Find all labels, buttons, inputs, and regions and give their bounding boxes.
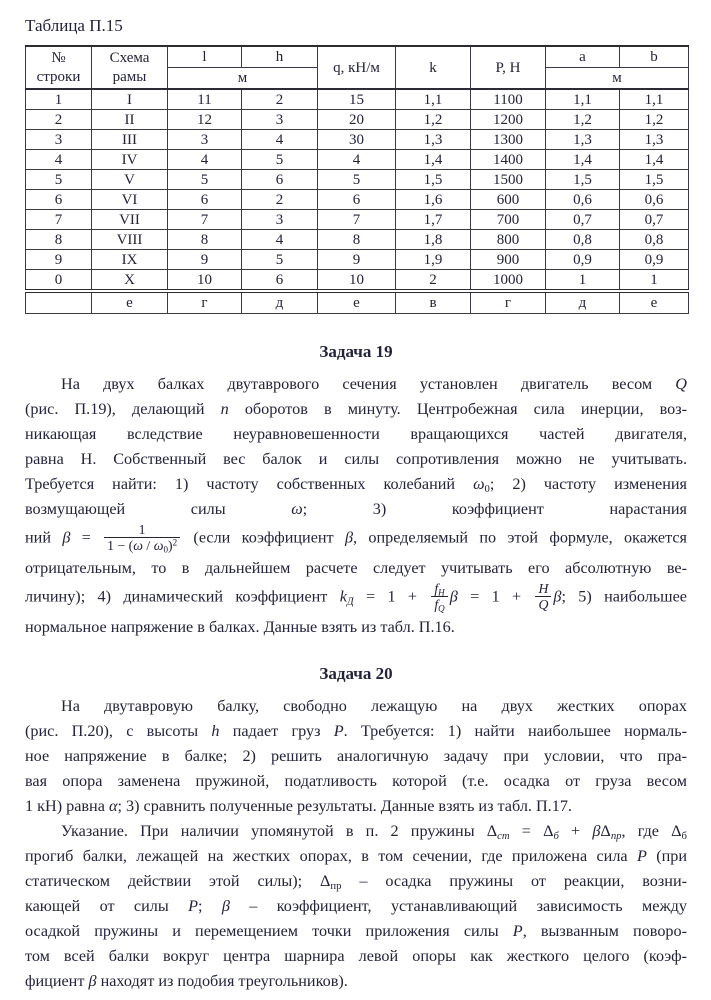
text-line	[25, 744, 687, 769]
text-line	[25, 944, 687, 969]
header-text: Схема	[109, 49, 150, 66]
table-cell: 1,3	[620, 130, 689, 150]
text-segment: падает груз	[219, 721, 334, 740]
header-a: a	[546, 46, 620, 68]
text-segment: вая опора заменена пружиной, податливость которой (т.е. осадка от груза весом	[25, 771, 687, 790]
table-cell: 1,6	[396, 190, 471, 210]
table-cell: 1,5	[396, 170, 471, 190]
text-segment: находят из подобия треугольников).	[96, 971, 348, 990]
text-segment: +	[558, 821, 593, 840]
table-cell: 9	[168, 250, 242, 270]
table-cell: 2	[396, 270, 471, 292]
text-segment: Q	[538, 597, 549, 613]
header-text: строки	[36, 68, 81, 85]
table-cell: 1000	[471, 270, 546, 292]
text-segment: Требуется найти: 1) частоту собственных колебаний	[25, 475, 474, 493]
table-cell: 1,2	[546, 110, 620, 130]
table-cell: 12	[168, 110, 242, 130]
text-segment: (рис. П.20), с высоты	[25, 721, 212, 740]
table-cell: 4	[318, 150, 396, 170]
table-cell: 2	[242, 190, 318, 210]
text-segment: На двух балках двутаврового сечения установлен двигатель весом	[61, 375, 676, 393]
text-segment: ω	[133, 538, 143, 554]
letter-cell: д	[546, 291, 620, 314]
text-segment: ω	[473, 475, 485, 493]
table-cell: 1	[26, 89, 92, 110]
text-segment: ное напряжение в балке; 2) решить аналогичную задачу при условии, что пра-	[25, 746, 687, 765]
problem20-text	[25, 694, 687, 994]
table-header	[26, 46, 689, 89]
letter-cell: г	[168, 291, 242, 314]
table-cell: 6	[168, 190, 242, 210]
table-row	[26, 210, 689, 230]
header-unit-lh: м	[168, 68, 318, 90]
table-cell: 0,8	[620, 230, 689, 250]
table-cell: 4	[26, 150, 92, 170]
letter-cell: е	[92, 291, 168, 314]
table-cell: 10	[168, 270, 242, 292]
table-cell: 2	[242, 89, 318, 110]
table-cell: 20	[318, 110, 396, 130]
text-segment: – коэффициент, устанавливающий зависимость между	[229, 896, 687, 915]
letter-cell: в	[396, 291, 471, 314]
letter-cell: е	[318, 291, 396, 314]
superscript: 2	[172, 537, 178, 548]
text-segment: h	[211, 721, 220, 740]
text-segment: личину); 4) динамический коэффициент	[25, 587, 340, 606]
table-cell: 0,9	[620, 250, 689, 270]
fraction-denominator	[431, 596, 447, 612]
table-cell: 0,7	[620, 210, 689, 230]
text-line	[25, 615, 687, 640]
table-cell: 1,4	[396, 150, 471, 170]
text-segment: (рис. П.19), делающий	[25, 400, 221, 418]
table-cell: 1500	[471, 170, 546, 190]
frame-parameters-table	[25, 45, 689, 314]
table-row	[26, 110, 689, 130]
table-cell: 1100	[471, 89, 546, 110]
header-text: №	[51, 49, 66, 66]
text-segment: Указание. При наличии упомянутой в п. 2 пружины	[61, 821, 487, 840]
table-cell: VIII	[92, 230, 168, 250]
problem20-title: Задача 20	[319, 663, 393, 683]
text-segment: β	[221, 896, 230, 915]
header-l: l	[168, 46, 242, 68]
subscript: 0	[484, 482, 490, 495]
table-cell: 1,1	[620, 89, 689, 110]
table-cell: 5	[26, 170, 92, 190]
table-cell: 1,8	[396, 230, 471, 250]
text-segment: ω	[153, 538, 164, 554]
table-cell: 1200	[471, 110, 546, 130]
header-q: q, кН/м	[318, 46, 396, 89]
text-line	[25, 769, 687, 794]
table-cell: IV	[92, 150, 168, 170]
text-segment: , вызванным поворо-	[522, 921, 687, 940]
table-cell: 8	[318, 230, 396, 250]
table-cell: 30	[318, 130, 396, 150]
table-cell: 1,1	[546, 89, 620, 110]
text-segment: β	[592, 821, 601, 840]
subscript: Q	[438, 603, 445, 614]
text-segment: – осадка пружины от реакции, возни-	[341, 871, 688, 890]
header-p: P, Н	[471, 46, 546, 89]
text-line	[25, 497, 687, 522]
table-cell: 600	[471, 190, 546, 210]
table-cell: 5	[168, 170, 242, 190]
table-cell: I	[92, 89, 168, 110]
text-line	[25, 522, 687, 556]
fraction	[535, 581, 551, 613]
text-segment: )	[167, 538, 173, 554]
text-segment: f	[434, 597, 439, 613]
text-segment: = Δ	[509, 821, 554, 840]
text-segment: . Требуется: 1) найти наибольшее нормаль-	[343, 721, 688, 740]
text-line	[25, 719, 687, 744]
fraction-denominator	[535, 596, 551, 612]
table-cell: 700	[471, 210, 546, 230]
text-line	[25, 581, 687, 615]
table-cell: IX	[92, 250, 168, 270]
text-segment: отрицательным, то в дальнейшем расчете следует учитывать его абсолютную ве-	[25, 558, 687, 577]
text-segment: β	[62, 528, 71, 547]
table-cell: 8	[26, 230, 92, 250]
table-cell: 1,9	[396, 250, 471, 270]
table-cell: 9	[26, 250, 92, 270]
problems-section	[25, 342, 687, 994]
text-line	[25, 819, 687, 844]
text-segment: возмущающей силы	[25, 500, 292, 518]
table-cell: 1,2	[620, 110, 689, 130]
table-row	[26, 250, 689, 270]
text-segment: = 1 +	[353, 587, 430, 606]
text-segment: нормальное напряжение в балках. Данные взять из табл. П.16.	[25, 617, 455, 636]
problem19-title: Задача 19	[319, 342, 393, 361]
text-segment: ;	[197, 896, 222, 915]
text-line	[25, 969, 687, 994]
table-cell: 4	[242, 130, 318, 150]
text-line	[25, 869, 687, 894]
table-cell: 1,4	[546, 150, 620, 170]
text-segment: равна Н. Собственный вес балок и силы сопротивления можно не учитывать.	[25, 450, 687, 468]
table-cell: 15	[318, 89, 396, 110]
letter-cell: г	[471, 291, 546, 314]
table-cell: V	[92, 170, 168, 190]
text-line	[25, 447, 687, 472]
text-segment: ; 5) наибольшее	[561, 587, 687, 606]
table-cell: 11	[168, 89, 242, 110]
text-segment: Δ	[600, 821, 611, 840]
table-cell: 6	[242, 270, 318, 292]
table-cell: 1	[620, 270, 689, 292]
text-segment: фициент	[25, 971, 89, 990]
text-segment: n	[220, 400, 229, 418]
text-segment: Q	[675, 375, 687, 393]
text-line	[25, 472, 687, 497]
text-segment: ω	[291, 500, 303, 518]
header-k: k	[396, 46, 471, 89]
table-cell: VI	[92, 190, 168, 210]
fraction-numerator	[431, 581, 447, 596]
text-segment: 1 кН) равна	[25, 796, 109, 815]
table-cell: 6	[318, 190, 396, 210]
subscript: б	[681, 829, 687, 842]
subscript: 0	[163, 544, 168, 555]
text-line	[25, 556, 687, 581]
subscript: ст	[497, 829, 510, 842]
text-segment: P	[333, 721, 344, 740]
table-cell: 4	[242, 230, 318, 250]
table-caption: Таблица П.15	[25, 16, 123, 35]
fraction	[431, 581, 447, 613]
text-line	[25, 694, 687, 719]
header-text: рамы	[112, 68, 147, 85]
header-scheme	[92, 46, 168, 89]
text-segment: β	[88, 971, 97, 990]
letter-cell: д	[242, 291, 318, 314]
table-row	[26, 130, 689, 150]
letter-cell	[26, 291, 92, 314]
text-segment: P	[188, 896, 198, 915]
table-cell: 3	[242, 210, 318, 230]
table-cell: 7	[26, 210, 92, 230]
table-cell: 1,5	[620, 170, 689, 190]
table-cell: 1,7	[396, 210, 471, 230]
text-segment: никающая вследствие неуравновешенности вращающихся частей двигателя,	[25, 425, 687, 443]
table-cell: 0	[26, 270, 92, 292]
text-segment: 1	[138, 522, 146, 537]
table-cell: 0,8	[546, 230, 620, 250]
table-row	[26, 190, 689, 210]
table-cell: 1,3	[546, 130, 620, 150]
text-line	[25, 794, 687, 819]
fraction-numerator	[535, 581, 551, 596]
text-line	[25, 894, 687, 919]
table-body	[26, 89, 689, 314]
table-cell: 900	[471, 250, 546, 270]
table-cell: 1,5	[546, 170, 620, 190]
subscript: пр	[330, 879, 342, 892]
text-segment: Δ	[486, 821, 498, 840]
table-cell: 6	[242, 170, 318, 190]
text-segment: том всей балки вокруг центра шарнира левой опоры как жесткого целого (коэф-	[25, 946, 687, 965]
table-row	[26, 89, 689, 110]
subscript: б	[553, 829, 559, 842]
table-cell: 5	[318, 170, 396, 190]
text-line	[25, 844, 687, 869]
text-segment: ний	[25, 528, 63, 547]
table-cell: 0,6	[546, 190, 620, 210]
table-cell: 7	[318, 210, 396, 230]
text-segment: кающей от силы	[25, 896, 189, 915]
table-cell: 2	[26, 110, 92, 130]
table-cell: 6	[26, 190, 92, 210]
text-segment: H	[538, 580, 549, 596]
text-segment: /	[142, 538, 154, 554]
text-segment: , где Δ	[621, 821, 682, 840]
fraction	[104, 522, 180, 554]
table-cell: 5	[242, 250, 318, 270]
table-cell: 3	[26, 130, 92, 150]
header-unit-ab: м	[546, 68, 689, 90]
text-segment: f	[434, 580, 439, 596]
table-cell: 8	[168, 230, 242, 250]
table-cell: 1,2	[396, 110, 471, 130]
table-cell: 5	[242, 150, 318, 170]
table-cell: VII	[92, 210, 168, 230]
table-cell: II	[92, 110, 168, 130]
header-row-number	[26, 46, 92, 89]
table-cell: 800	[471, 230, 546, 250]
text-segment: ; 3) коэффициент нарастания	[302, 500, 687, 518]
subscript: пр	[610, 829, 622, 842]
table-cell: 1,1	[396, 89, 471, 110]
text-segment: прогиб балки, лежащей на жестких опорах, в том сечении, где приложена сила	[25, 846, 637, 865]
table-cell: 1	[546, 270, 620, 292]
table-cell: 7	[168, 210, 242, 230]
text-segment: =	[70, 528, 103, 547]
text-segment: = 1 +	[457, 587, 534, 606]
fraction-denominator	[104, 537, 180, 553]
table-cell: 0,7	[546, 210, 620, 230]
text-line	[25, 422, 687, 447]
text-line	[25, 919, 687, 944]
letter-cell: е	[620, 291, 689, 314]
text-segment: ; 3) сравнить полученные результаты. Данные взять из табл. П.17.	[117, 796, 572, 815]
text-segment: (при	[646, 846, 688, 865]
table-cell: 10	[318, 270, 396, 292]
text-segment: β	[553, 587, 562, 606]
header-b: b	[620, 46, 689, 68]
table-row	[26, 270, 689, 292]
table-cell: III	[92, 130, 168, 150]
table-row	[26, 170, 689, 190]
table-cell: 3	[242, 110, 318, 130]
text-segment: ; 2) частоту изменения	[489, 475, 687, 493]
header-h: h	[242, 46, 318, 68]
text-segment: осадкой пружины и перемещением точки приложения силы	[25, 921, 513, 940]
text-segment: α	[108, 796, 118, 815]
table-cell: 1,4	[620, 150, 689, 170]
table-row	[26, 230, 689, 250]
table-cell: 1400	[471, 150, 546, 170]
text-segment: P	[636, 846, 647, 865]
text-segment: , определяемый по этой формуле, окажется	[353, 528, 687, 547]
text-segment: P	[512, 921, 523, 940]
subscript: Н	[438, 587, 445, 598]
text-line	[25, 397, 687, 422]
table-cell: X	[92, 270, 168, 292]
table-cell: 9	[318, 250, 396, 270]
text-segment: 1 − (	[107, 538, 134, 554]
subscript: Д	[346, 595, 354, 608]
table-row	[26, 150, 689, 170]
problem19-text	[25, 372, 687, 640]
text-segment: k	[339, 587, 347, 606]
text-segment: оборотов в минуту. Центробежная сила инерции, воз-	[228, 400, 688, 418]
table-cell: 1,3	[396, 130, 471, 150]
text-segment: (если коэффициент	[182, 528, 345, 547]
text-segment: β	[449, 587, 458, 606]
text-segment: β	[344, 528, 353, 547]
text-line	[25, 372, 687, 397]
text-segment: На двутавровую балку, свободно лежащую на двух жестких опорах	[61, 696, 687, 715]
table-cell: 4	[168, 150, 242, 170]
table-cell: 0,9	[546, 250, 620, 270]
table-cell: 1300	[471, 130, 546, 150]
fraction-numerator	[136, 522, 149, 537]
table-cell: 0,6	[620, 190, 689, 210]
text-segment: статическом действии этой силы); Δ	[25, 871, 331, 890]
table-cell: 3	[168, 130, 242, 150]
letters-row	[26, 291, 689, 314]
